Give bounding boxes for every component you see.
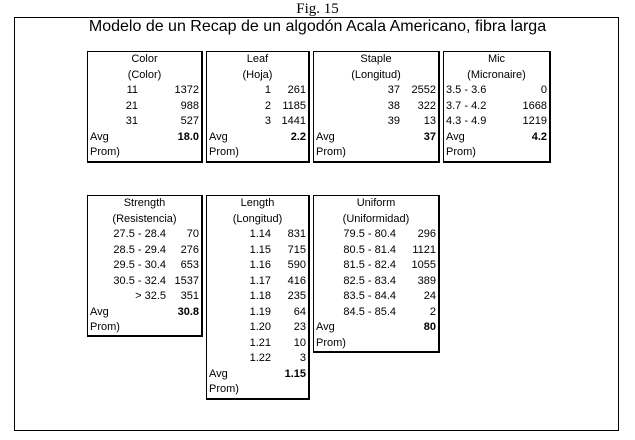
row-count: 653 — [180, 259, 199, 271]
box-title: Staple — [360, 53, 392, 65]
data-row — [444, 114, 549, 130]
row-label: 83.5 - 84.4 — [343, 290, 396, 302]
box-title: Uniform — [356, 197, 396, 209]
row-label: 1.16 — [249, 259, 271, 271]
avg-label: Avg — [90, 130, 109, 143]
row-count: 831 — [287, 228, 306, 240]
box-subtitle: (Uniformidad) — [342, 212, 410, 225]
row-label: 1 — [264, 84, 271, 96]
data-row — [207, 114, 308, 130]
data-row — [314, 258, 438, 274]
prom-row — [314, 145, 438, 161]
prom-row — [88, 145, 201, 161]
box-title: Length — [240, 197, 275, 209]
avg-row — [207, 367, 308, 383]
data-row — [88, 99, 201, 115]
data-row — [88, 274, 201, 290]
avg-value: 18.0 — [177, 130, 199, 143]
row-label: 81.5 - 82.4 — [343, 259, 396, 271]
row-label: 1.22 — [249, 352, 271, 364]
row-label: 30.5 - 32.4 — [113, 274, 166, 287]
prom-row — [314, 336, 438, 352]
data-row — [314, 99, 438, 115]
avg-row — [88, 305, 201, 321]
data-row — [207, 336, 308, 352]
avg-value: 1.15 — [284, 367, 306, 380]
row-label: > 32.5 — [135, 290, 166, 302]
row-count: 2552 — [411, 84, 436, 96]
data-row — [207, 320, 308, 336]
avg-label: Avg — [316, 130, 335, 143]
row-label: 82.5 - 83.4 — [343, 274, 396, 287]
avg-value: 37 — [423, 130, 436, 143]
row-count: 296 — [417, 228, 436, 240]
box-title: Strength — [123, 197, 166, 209]
avg-row — [314, 320, 438, 336]
row-count: 0 — [540, 84, 547, 96]
leaf-box — [206, 51, 310, 163]
avg-label: Avg — [316, 321, 335, 333]
row-label: 1.18 — [249, 290, 271, 302]
row-count: 2 — [429, 305, 436, 318]
box-subtitle: (Color) — [127, 68, 162, 81]
prom-label: Prom) — [446, 146, 476, 158]
row-label: 80.5 - 81.4 — [343, 243, 396, 256]
prom-row — [444, 145, 549, 161]
page-title: Modelo de un Recap de un algodón Acala Americano, fibra larga — [88, 18, 547, 35]
box-title: Leaf — [246, 53, 269, 65]
data-row — [88, 258, 201, 274]
row-label: 3.7 - 4.2 — [446, 99, 487, 112]
row-count: 416 — [287, 274, 306, 287]
row-count: 1537 — [174, 274, 199, 287]
data-row — [314, 274, 438, 290]
row-count: 13 — [423, 115, 436, 127]
data-row — [88, 114, 201, 130]
row-count: 261 — [287, 84, 306, 96]
row-count: 1185 — [282, 99, 306, 112]
row-count: 3 — [299, 352, 306, 364]
mic-box — [443, 51, 551, 163]
prom-label: Prom) — [90, 321, 120, 333]
data-row — [88, 289, 201, 305]
avg-value: 80 — [423, 321, 436, 333]
row-count: 235 — [287, 290, 306, 302]
figure-label: Fig. 15 — [296, 1, 339, 17]
color-box — [87, 51, 203, 163]
box-subtitle: (Micronaire) — [467, 68, 526, 81]
row-count: 64 — [293, 305, 306, 318]
row-label: 1.21 — [249, 336, 271, 349]
row-label: 1.14 — [249, 228, 271, 240]
row-count: 1219 — [522, 115, 547, 127]
prom-row — [207, 145, 308, 161]
row-label: 27.5 - 28.4 — [113, 228, 166, 240]
row-label: 1.19 — [249, 305, 271, 318]
row-count: 1441 — [281, 115, 306, 127]
box-title: Color — [131, 53, 158, 65]
box-subtitle: (Hoja) — [242, 68, 273, 81]
data-row — [207, 227, 308, 243]
row-count: 590 — [287, 259, 306, 271]
row-label: 1.17 — [249, 274, 271, 287]
row-label: 4.3 - 4.9 — [446, 115, 487, 127]
avg-label: Avg — [90, 305, 109, 318]
data-row — [444, 83, 549, 99]
row-count: 715 — [287, 243, 306, 256]
data-row — [207, 99, 308, 115]
data-row — [207, 289, 308, 305]
avg-row — [444, 130, 549, 146]
row-label: 2 — [264, 99, 271, 112]
data-row — [207, 274, 308, 290]
row-count: 1055 — [411, 259, 436, 271]
prom-label: Prom) — [90, 146, 120, 158]
data-row — [207, 243, 308, 259]
row-label: 1.20 — [249, 321, 271, 333]
row-label: 21 — [125, 99, 138, 112]
box-title: Mic — [487, 53, 506, 65]
avg-value: 30.8 — [177, 305, 199, 318]
row-label: 3.5 - 3.6 — [446, 84, 487, 96]
data-row — [207, 351, 308, 367]
prom-label: Prom) — [209, 146, 239, 158]
row-count: 1372 — [174, 84, 199, 96]
data-row — [88, 243, 201, 259]
row-count: 322 — [417, 99, 436, 112]
data-row — [88, 83, 201, 99]
avg-label: Avg — [209, 367, 228, 380]
data-row — [314, 114, 438, 130]
staple-box — [313, 51, 440, 163]
data-row — [444, 99, 549, 115]
length-box — [206, 195, 310, 400]
strength-box — [87, 195, 203, 337]
row-count: 389 — [417, 274, 436, 287]
row-label: 1.15 — [249, 243, 271, 256]
row-count: 276 — [180, 243, 199, 256]
row-label: 39 — [387, 115, 400, 127]
data-row — [207, 258, 308, 274]
avg-label: Avg — [446, 130, 465, 143]
prom-row — [88, 320, 201, 336]
data-row — [314, 305, 438, 321]
row-count: 988 — [180, 99, 199, 112]
box-subtitle: (Longitud) — [232, 212, 283, 225]
avg-value: 2.2 — [290, 130, 306, 143]
prom-label: Prom) — [209, 383, 239, 395]
row-label: 38 — [387, 99, 400, 112]
data-row — [314, 289, 438, 305]
row-label: 37 — [387, 84, 400, 96]
row-label: 84.5 - 85.4 — [343, 305, 396, 318]
row-count: 1668 — [522, 99, 547, 112]
prom-label: Prom) — [316, 146, 346, 158]
avg-row — [314, 130, 438, 146]
row-label: 29.5 - 30.4 — [113, 259, 166, 271]
avg-row — [88, 130, 201, 146]
row-label: 11 — [126, 84, 138, 96]
data-row — [314, 83, 438, 99]
row-count: 351 — [180, 290, 199, 302]
row-label: 79.5 - 80.4 — [343, 228, 396, 240]
data-row — [314, 227, 438, 243]
data-row — [88, 227, 201, 243]
box-subtitle: (Longitud) — [351, 68, 401, 81]
row-count: 70 — [186, 228, 199, 240]
data-row — [207, 305, 308, 321]
row-count: 1121 — [412, 243, 436, 256]
row-count: 23 — [293, 321, 306, 333]
row-label: 31 — [125, 115, 138, 127]
row-label: 3 — [264, 115, 271, 127]
avg-label: Avg — [209, 130, 228, 143]
row-count: 527 — [180, 115, 199, 127]
prom-label: Prom) — [316, 336, 346, 349]
row-count: 10 — [293, 336, 306, 349]
data-row — [207, 83, 308, 99]
row-count: 24 — [423, 290, 436, 302]
box-subtitle: (Resistencia) — [112, 212, 177, 225]
avg-value: 4.2 — [531, 130, 547, 143]
prom-row — [207, 382, 308, 398]
data-row — [314, 243, 438, 259]
row-label: 28.5 - 29.4 — [113, 243, 166, 256]
avg-row — [207, 130, 308, 146]
uniform-box — [313, 195, 440, 353]
